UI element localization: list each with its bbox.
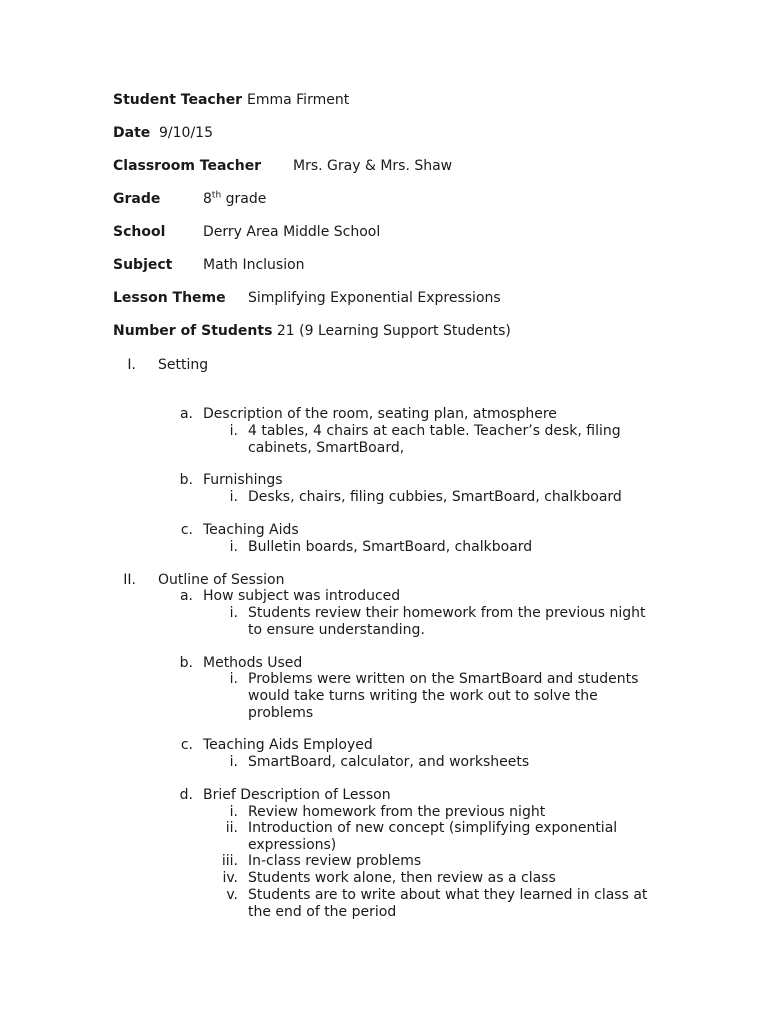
section-2-number: II. bbox=[123, 572, 136, 588]
item-1c-letter: c. bbox=[180, 522, 193, 538]
item-1a-i-line-2: cabinets, SmartBoard, bbox=[248, 440, 405, 456]
item-2d-iv-line-1: Students work alone, then review as a class bbox=[248, 870, 556, 886]
item-2d-iv-number: iv. bbox=[222, 870, 238, 886]
students-value: 21 (9 Learning Support Students) bbox=[276, 323, 511, 339]
item-2d-iii-number: iii. bbox=[221, 853, 238, 869]
item-1b-i-line-1: Desks, chairs, filing cubbies, SmartBoard, chalkboard bbox=[248, 489, 622, 505]
item-2c-title: Teaching Aids Employed bbox=[203, 737, 373, 753]
item-2c-letter: c. bbox=[180, 737, 193, 753]
item-1a-letter: a. bbox=[179, 406, 193, 422]
item-2c-i-number: i. bbox=[229, 754, 238, 770]
subject-row bbox=[113, 257, 305, 274]
item-2a-letter: a. bbox=[179, 588, 193, 604]
grade-row bbox=[113, 190, 267, 208]
item-1c-i-line-1: Bulletin boards, SmartBoard, chalkboard bbox=[248, 539, 533, 555]
item-2b-title: Methods Used bbox=[203, 655, 303, 671]
grade-ordinal: th bbox=[211, 190, 222, 201]
item-1b-i-number: i. bbox=[229, 489, 238, 505]
section-1-number: I. bbox=[127, 357, 136, 373]
item-2a-i-line-2: to ensure understanding. bbox=[248, 622, 425, 638]
item-2d-v-line-1: Students are to write about what they learned in class at bbox=[248, 887, 648, 903]
item-2d-i-number: i. bbox=[229, 804, 238, 820]
school-value: Derry Area Middle School bbox=[203, 224, 381, 240]
section-2-title: Outline of Session bbox=[158, 572, 285, 588]
item-2d-v-number: v. bbox=[226, 887, 238, 903]
item-1b-letter: b. bbox=[179, 472, 193, 488]
item-2b-i-line-3: problems bbox=[248, 705, 314, 721]
item-2a-i-line-1: Students review their homework from the previous night bbox=[248, 605, 646, 621]
student-teacher-value: Emma Firment bbox=[247, 92, 350, 108]
item-1c-i-number: i. bbox=[229, 539, 238, 555]
school-row bbox=[113, 224, 381, 241]
item-2d-ii-number: ii. bbox=[225, 820, 238, 836]
item-1a-i-number: i. bbox=[229, 423, 238, 439]
item-2d-v-line-2: the end of the period bbox=[248, 904, 397, 920]
item-2d-ii-line-2: expressions) bbox=[248, 837, 337, 853]
lesson-theme-label: Lesson Theme bbox=[113, 290, 226, 306]
item-2d-ii-line-1: Introduction of new concept (simplifying exponential bbox=[248, 820, 618, 836]
classroom-teacher-label: Classroom Teacher bbox=[113, 158, 262, 174]
grade-number: 8 bbox=[203, 191, 212, 207]
item-2b-i-line-1: Problems were written on the SmartBoard and students bbox=[248, 671, 639, 687]
students-row bbox=[113, 323, 511, 340]
classroom-teacher-value: Mrs. Gray & Mrs. Shaw bbox=[293, 158, 453, 174]
grade-value bbox=[203, 191, 266, 208]
item-2a-title: How subject was introduced bbox=[203, 588, 401, 604]
students-label: Number of Students bbox=[113, 323, 273, 339]
item-1c-title: Teaching Aids bbox=[203, 522, 299, 538]
subject-label: Subject bbox=[113, 257, 173, 273]
item-2d-letter: d. bbox=[179, 787, 193, 803]
item-2d-i-line-1: Review homework from the previous night bbox=[248, 804, 546, 820]
item-2c-i-line-1: SmartBoard, calculator, and worksheets bbox=[248, 754, 530, 770]
item-2d-iii-line-1: In-class review problems bbox=[248, 853, 422, 869]
student-teacher-label: Student Teacher bbox=[113, 92, 243, 108]
subject-value: Math Inclusion bbox=[203, 257, 305, 273]
item-2b-i-line-2: would take turns writing the work out to solve the bbox=[248, 688, 598, 704]
lesson-theme-row bbox=[113, 290, 501, 307]
item-1b-title: Furnishings bbox=[203, 472, 283, 488]
item-1a-i-line-1: 4 tables, 4 chairs at each table. Teacher’s desk, filing bbox=[248, 423, 621, 439]
student-teacher-row bbox=[113, 92, 350, 109]
item-2d-title: Brief Description of Lesson bbox=[203, 787, 391, 803]
grade-word: grade bbox=[221, 191, 267, 207]
section-1-title: Setting bbox=[158, 357, 209, 373]
item-2b-i-number: i. bbox=[229, 671, 238, 687]
grade-label: Grade bbox=[113, 191, 161, 207]
school-label: School bbox=[113, 224, 166, 240]
lesson-theme-value: Simplifying Exponential Expressions bbox=[248, 290, 501, 306]
item-2b-letter: b. bbox=[179, 655, 193, 671]
item-2a-i-number: i. bbox=[229, 605, 238, 621]
classroom-teacher-row bbox=[113, 158, 453, 175]
date-row bbox=[113, 125, 213, 142]
date-value: 9/10/15 bbox=[159, 125, 213, 141]
item-1a-title: Description of the room, seating plan, atmosphere bbox=[203, 406, 557, 422]
date-label: Date bbox=[113, 125, 151, 141]
